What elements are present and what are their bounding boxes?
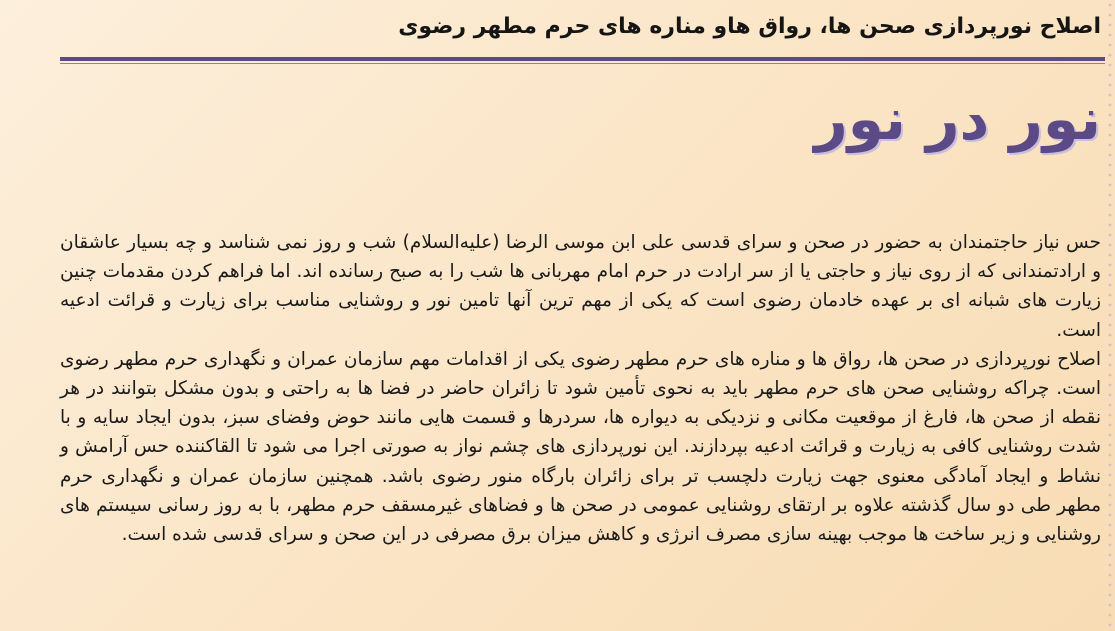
header-divider-thin <box>60 63 1105 64</box>
article-headline: نور در نور <box>814 85 1101 153</box>
paragraph-2: اصلاح نورپردازی در صحن ها، رواق ها و مناره های حرم مطهر رضوی یکی از اقدامات مهم سازمان عمران و نگهداری حرم مطهر رضوی است. چراکه روشنایی صحن های حرم مطهر باید به نحوی تأمین شود تا زائران حاضر در فضا ها به راحتی و بدون مشکل بتوانند در هر نقطه از صحن ها، فارغ از موقعیت مکانی و نزدیکی به دیواره ها، سردرها و قسمت هایی مانند حوض وفضای سبز، بدون ایجاد سایه و با شدت روشنایی کافی به زیارت و قرائت ادعیه بپردازند. این نورپردازی های چشم نواز به صورتی اجرا می شود تا القاکننده حس آرامش و نشاط و ایجاد آمادگی معنوی جهت زیارت دلچسب تر برای زائران بارگاه منور رضوی باشد. همچنین سازمان عمران و نگهداری حرم مطهر طی دو سال گذشته علاوه بر ارتقای روشنایی عمومی در صحن ها و فضاهای غیرمسقف حرم مطهر، با به روز رسانی سیستم های روشنایی و زیر ساخت ها موجب بهینه سازی مصرف انرژی و کاهش میزان برق مصرفی در این صحن و سرای قدسی شده است. <box>60 348 1101 546</box>
article-body <box>60 228 1101 549</box>
paragraph-1: حس نیاز حاجتمندان به حضور در صحن و سرای قدسی علی ابن موسی الرضا (علیه‌السلام) شب و روز نمی شناسد و چه بسیار عاشقان و ارادتمندانی که از روی نیاز و حاجتی یا از سر ارادت در حرم امام مهربانی ها شب را به صبح رسانده اند. اما فراهم کردن مقدمات چنین زیارت های شبانه ای بر عهده خادمان رضوی است که یکی از مهم ترین آنها تامین نور و روشنایی مناسب برای زیارت و قرائت ادعیه است. <box>60 232 1101 341</box>
article-kicker: اصلاح نورپردازی صحن ها، رواق هاو مناره های حرم مطهر رضوی <box>398 14 1101 39</box>
header-divider <box>60 57 1105 61</box>
decorative-dot-strip <box>1105 0 1115 631</box>
